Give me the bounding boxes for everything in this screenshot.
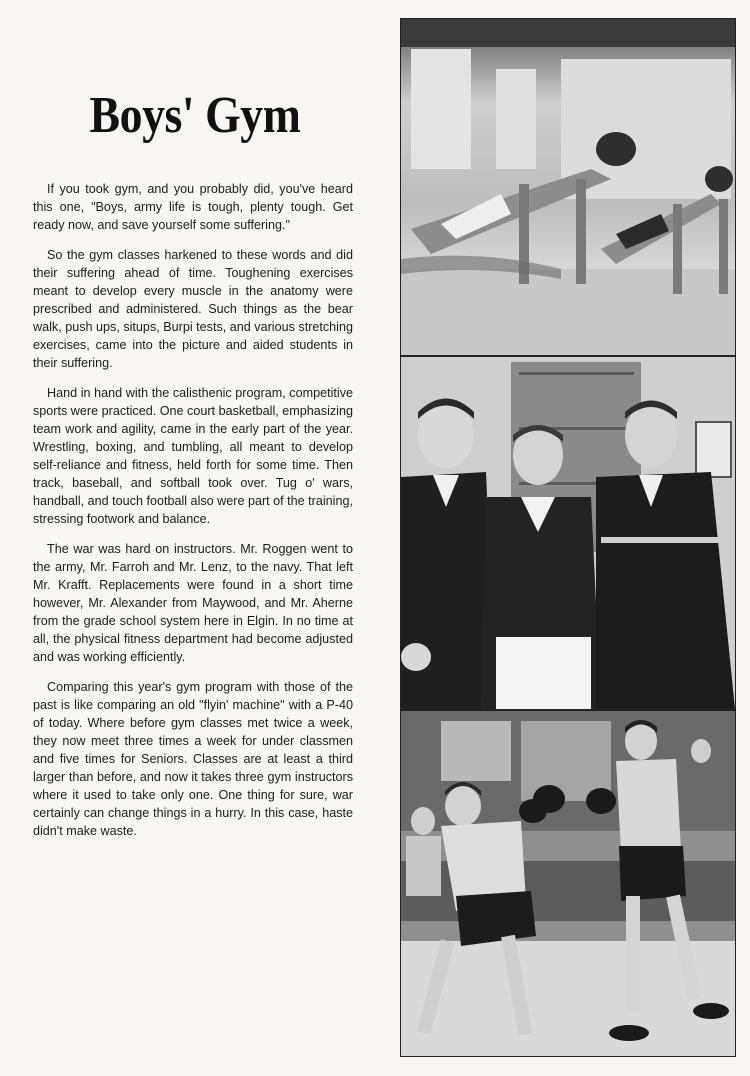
paragraph-1: If you took gym, and you probably did, you've heard this one, "Boys, army life is tough, plenty tough. Get ready now, and save yourself some suffering." — [33, 182, 353, 232]
article-body — [33, 180, 353, 852]
page-title: Boys' Gym — [89, 87, 301, 144]
push-ups-image — [401, 19, 735, 355]
boxing-image — [401, 711, 735, 1056]
paragraph-3: Hand in hand with the calisthenic program, competitive sports were practiced. One court basketball, emphasizing team work and agility, came in the early part of the year. Wrestling, boxing, and tumbling, all meant to develop self-reliance and fitness, held forth for some time. Then track, baseball, and softball took over. Tug o' wars, handball, and touch football also were part of the training, stressing footwork and balance. — [33, 386, 353, 526]
boxing-match-photo — [400, 710, 736, 1057]
paragraph-2: So the gym classes harkened to these words and did their suffering ahead of time. Toughening exercises meant to develop every muscle in the anatomy were prescribed and administered. Such things as the bear walk, push ups, situps, Burpi tests, and various stretching exercises, came into the picture and aided students in their suffering. — [33, 248, 353, 370]
three-instructors-photo — [400, 356, 736, 710]
paragraph-4: The war was hard on instructors. Mr. Roggen went to the army, Mr. Farroh and Mr. Lenz, to the navy. That left Mr. Krafft. Replacements were found in a short time however, Mr. Alexander from Maywood, and Mr. Aherne from the grade school system here in Elgin. In no time at all, the physical fitness department had become adjusted and was working efficiently. — [33, 542, 353, 664]
paragraph-5: Comparing this year's gym program with those of the past is like comparing an old "flyin' machine" with a P-40 of today. Where before gym classes met twice a week, they now meet three times a week for under classmen and five times for Seniors. Classes are at least a third larger than before, and now it takes three gym instructors where it used to take only one. One thing for sure, war certainly can change things in a hurry. In this case, haste didn't make waste. — [33, 680, 353, 838]
instructors-image — [401, 357, 735, 709]
push-ups-photo — [400, 18, 736, 356]
